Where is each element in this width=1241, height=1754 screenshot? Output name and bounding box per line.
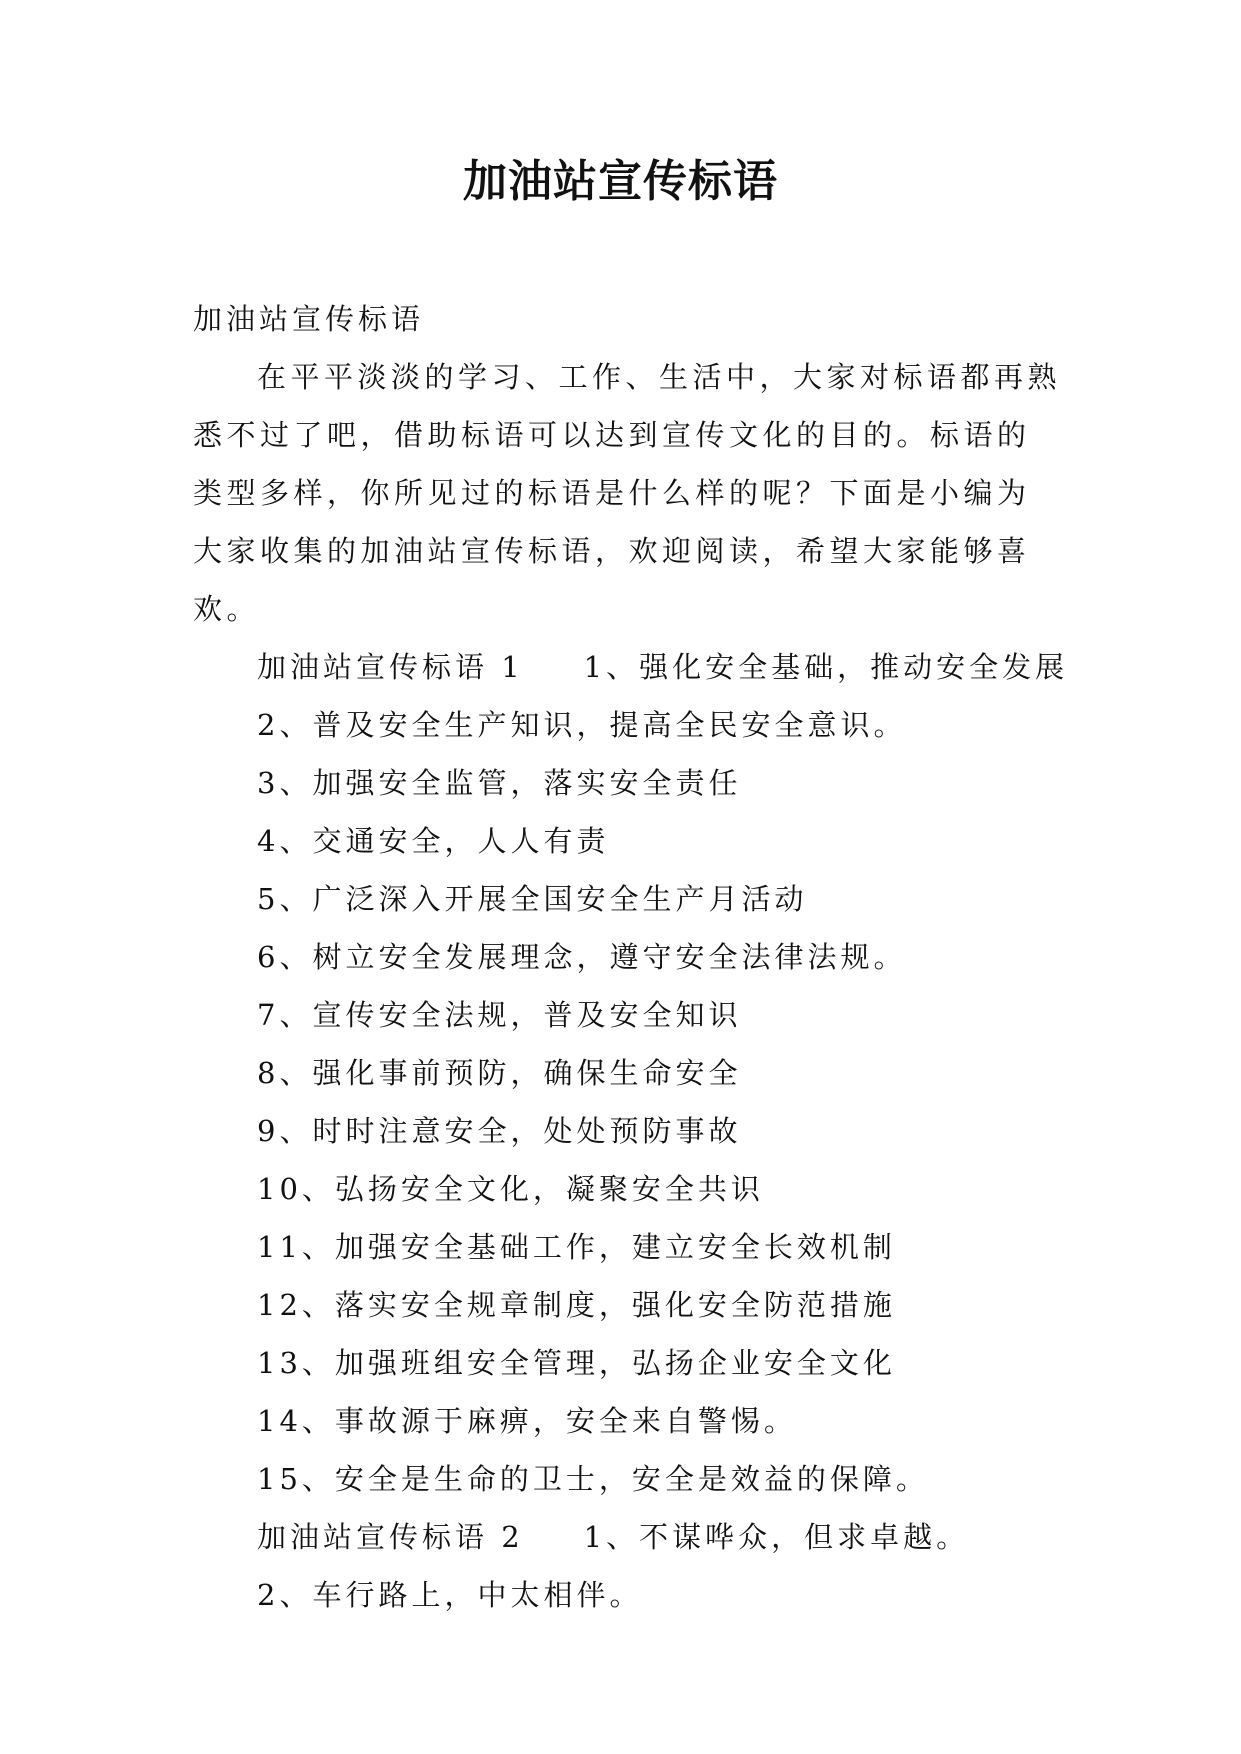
list-item: 2、车行路上，中太相伴。 — [257, 1578, 643, 1612]
list-item: 14、事故源于麻痹，安全来自警惕。 — [257, 1404, 797, 1438]
list-item: 12、落实安全规章制度，强化安全防范措施 — [257, 1288, 896, 1322]
section-2-heading-line — [193, 1508, 1063, 1566]
document-title: 加油站宣传标语 — [463, 156, 778, 207]
list-item: 15、安全是生命的卫士，安全是效益的保障。 — [257, 1462, 929, 1496]
list-item: 11、加强安全基础工作，建立安全长效机制 — [257, 1230, 896, 1264]
document-body — [193, 290, 1069, 1624]
list-item: 4、交通安全，人人有责 — [257, 824, 610, 858]
list-item: 7、宣传安全法规，普及安全知识 — [257, 998, 742, 1032]
list-item: 10、弘扬安全文化，凝聚安全共识 — [257, 1172, 764, 1206]
section-1-heading-line — [193, 638, 1069, 696]
list-item: 9、时时注意安全，处处预防事故 — [257, 1114, 742, 1148]
section-2-item-1: 1、不谋哗众，但求卓越。 — [583, 1520, 970, 1554]
list-item: 13、加强班组安全管理，弘扬企业安全文化 — [257, 1346, 896, 1380]
section-2-heading: 加油站宣传标语 2 — [257, 1520, 524, 1554]
list-item: 3、加强安全监管，落实安全责任 — [257, 766, 742, 800]
section-1-heading: 加油站宣传标语 1 — [257, 650, 524, 684]
list-item: 5、广泛深入开展全国安全生产月活动 — [257, 882, 808, 916]
document-subtitle: 加油站宣传标语 — [193, 302, 425, 336]
section-1-item-1: 1、强化安全基础，推动安全发展 — [583, 650, 1069, 684]
list-item: 8、强化事前预防，确保生命安全 — [257, 1056, 742, 1090]
list-item: 2、普及安全生产知识，提高全民安全意识。 — [257, 708, 907, 742]
intro-paragraph: 在平平淡淡的学习、工作、生活中，大家对标语都再熟悉不过了吧，借助标语可以达到宣传文化的目的。标语的类型多样，你所见过的标语是什么样的呢？下面是小编为大家收集的加油站宣传标语，欢迎阅读，希望大家能够喜欢。 — [193, 360, 1062, 626]
list-item: 6、树立安全发展理念，遵守安全法律法规。 — [257, 940, 907, 974]
